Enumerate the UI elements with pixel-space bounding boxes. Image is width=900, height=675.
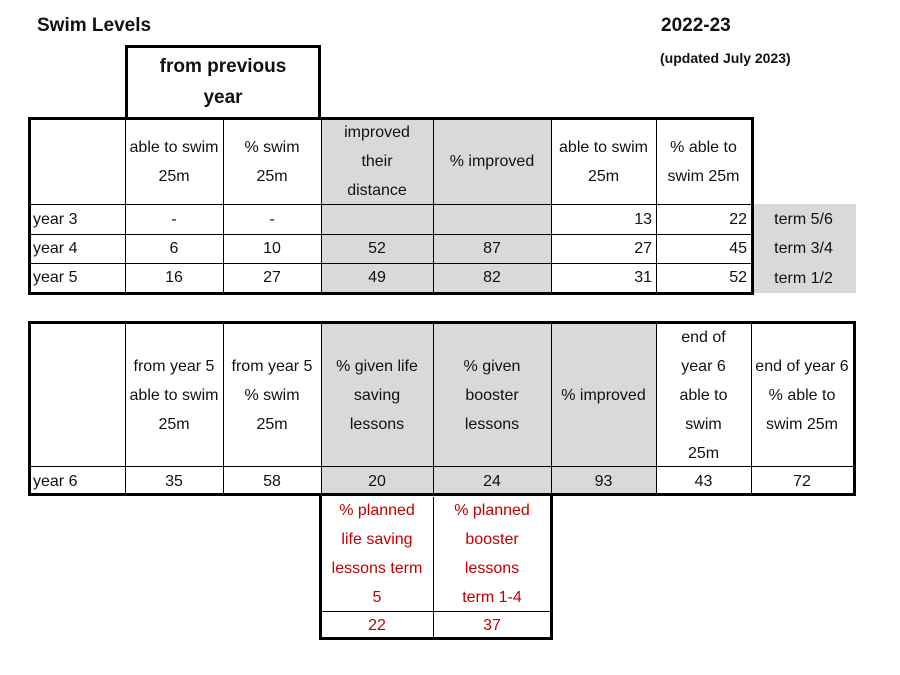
t2-header-end-able: end of year 6 able to swim 25m	[679, 329, 728, 462]
t1-term-label: term 3/4	[774, 240, 833, 257]
t2-row-label: year 6	[33, 472, 78, 490]
t1-header-improved: improved their distance	[344, 124, 410, 199]
t2-cell: 58	[263, 472, 281, 490]
t1-cell: 10	[263, 240, 281, 257]
t1-cell: 16	[165, 268, 183, 286]
prev-header-line-2: year	[203, 87, 243, 108]
t2-cell: 35	[165, 472, 183, 490]
t1-cell: 22	[729, 210, 747, 228]
t2-header-end-pct: end of year 6 % able to swim 25m	[755, 358, 849, 433]
t3-header-life-saving: % planned life saving lessons term 5	[331, 502, 423, 606]
page-title: Swim Levels	[37, 15, 152, 36]
t1-header-pct-swim: % swim 25m	[244, 138, 300, 185]
school-year: 2022-23	[661, 15, 731, 36]
t1-cell: 6	[169, 240, 179, 257]
prev-header-line-1: from previous	[159, 56, 287, 77]
t1-cell: 27	[634, 240, 652, 257]
t2-header-improved: % improved	[561, 387, 646, 404]
t1-header-now-pct: % able to swim 25m	[667, 138, 740, 185]
t2-header-y5-able: from year 5 able to swim 25m	[129, 358, 219, 433]
t1-cell: 52	[368, 240, 386, 257]
t1-term-label: term 5/6	[774, 210, 833, 228]
t3-cell-booster: 37	[483, 616, 501, 634]
t1-cell: 27	[263, 268, 281, 286]
t1-header-pct-improved: % improved	[449, 153, 535, 170]
t1-term-label: term 1/2	[774, 269, 833, 287]
t1-cell: 52	[729, 268, 747, 286]
t3-border	[319, 496, 553, 640]
t2-cell: 43	[694, 472, 713, 490]
t1-row-label: year 3	[33, 210, 78, 228]
t1-cell: 45	[729, 240, 747, 257]
t1-row-label: year 4	[33, 240, 78, 257]
t2-cell: 24	[483, 472, 501, 490]
t1-header-now-able: able to swim 25m	[559, 138, 648, 185]
from-previous-year-header	[125, 45, 321, 119]
t1-cell: 87	[483, 240, 501, 257]
t2-border	[28, 321, 856, 496]
t1-cell: 82	[483, 268, 501, 286]
t1-header-able: able to swim 25m	[129, 138, 219, 185]
t3-cell-life-saving: 22	[368, 616, 386, 634]
t2-header-booster: % given booster lessons	[463, 358, 521, 433]
t1-cell: 13	[634, 210, 652, 228]
t2-cell: 72	[793, 472, 811, 490]
updated-note: (updated July 2023)	[660, 50, 791, 66]
t1-cell: 31	[634, 268, 652, 286]
t2-header-life-saving: % given life saving lessons	[336, 358, 418, 433]
t1-row-label: year 5	[33, 268, 78, 286]
t1-border	[28, 117, 754, 295]
t2-cell: 93	[594, 472, 613, 490]
t1-cell: 49	[368, 268, 386, 286]
t1-cell: -	[171, 210, 177, 228]
t3-header-booster: % planned booster lessons term 1-4	[454, 502, 530, 606]
t2-cell: 20	[368, 472, 386, 490]
t1-cell: -	[269, 210, 275, 228]
t2-header-y5-pct: from year 5 % swim 25m	[231, 358, 313, 433]
